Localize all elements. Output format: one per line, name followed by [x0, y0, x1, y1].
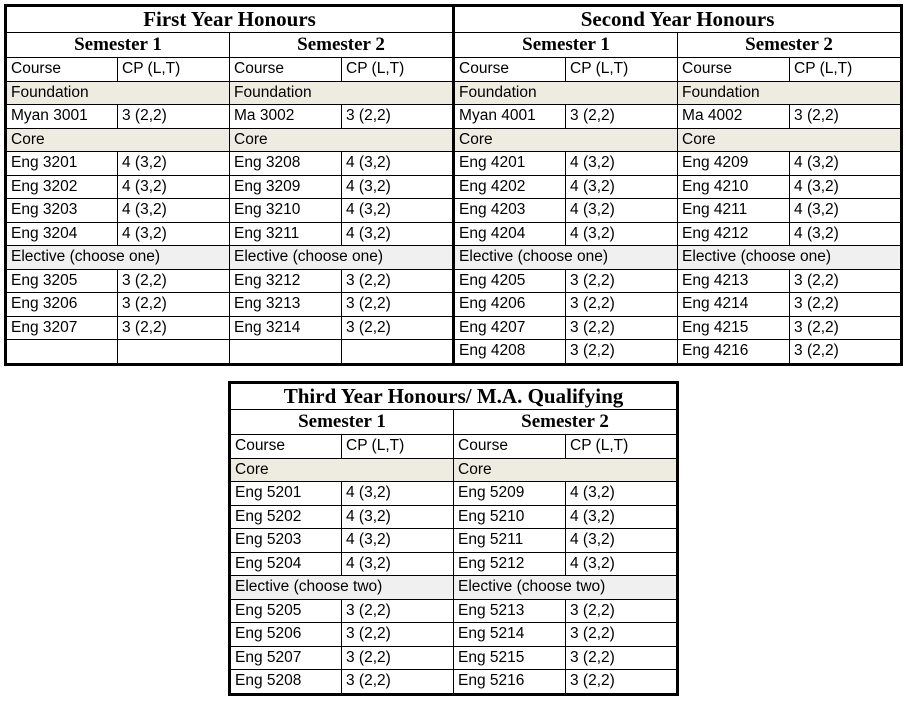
course-cp: 3 (2,2)	[566, 293, 678, 317]
course-code: Eng 5202	[230, 505, 342, 529]
course-code: Eng 4206	[454, 293, 566, 317]
course-cp: 4 (3,2)	[342, 552, 454, 576]
course-code: Eng 3203	[6, 199, 118, 223]
year3-title: Third Year Honours/ M.A. Qualifying	[230, 383, 678, 410]
course-cp: 3 (2,2)	[342, 623, 454, 647]
table-row	[230, 670, 678, 695]
course-code: Eng 5206	[230, 623, 342, 647]
year1-title: First Year Honours	[6, 6, 454, 33]
section-foundation: Foundation	[678, 81, 902, 105]
table-row	[230, 529, 678, 553]
course-code: Eng 5210	[454, 505, 566, 529]
course-code: Eng 3202	[6, 175, 118, 199]
col-header-cp: CP (L,T)	[118, 58, 230, 82]
course-code	[230, 340, 342, 365]
course-code: Eng 5214	[454, 623, 566, 647]
course-cp: 4 (3,2)	[342, 529, 454, 553]
course-cp: 3 (2,2)	[566, 623, 678, 647]
course-code: Eng 4208	[454, 340, 566, 365]
course-code: Eng 5215	[454, 646, 566, 670]
course-code: Eng 3214	[230, 316, 342, 340]
course-cp: 4 (3,2)	[342, 482, 454, 506]
course-code: Eng 4203	[454, 199, 566, 223]
table-row	[230, 482, 678, 506]
col-header-cp: CP (L,T)	[566, 435, 678, 459]
course-cp: 4 (3,2)	[118, 222, 230, 246]
col-header-cp: CP (L,T)	[342, 435, 454, 459]
course-code: Eng 5204	[230, 552, 342, 576]
course-code: Eng 3201	[6, 152, 118, 176]
year3-sem2-label: Semester 2	[454, 410, 678, 435]
section-elective: Elective (choose two)	[230, 576, 454, 600]
course-code: Eng 5209	[454, 482, 566, 506]
course-cp: 3 (2,2)	[118, 105, 230, 129]
col-header-course: Course	[230, 58, 342, 82]
course-cp: 4 (3,2)	[118, 199, 230, 223]
course-code: Eng 4212	[678, 222, 790, 246]
course-code: Ma 4002	[678, 105, 790, 129]
table-row	[6, 340, 902, 365]
year2-sem1-label: Semester 1	[454, 33, 678, 58]
section-foundation: Foundation	[6, 81, 230, 105]
course-cp: 3 (2,2)	[342, 599, 454, 623]
course-code: Eng 4211	[678, 199, 790, 223]
course-code: Eng 5208	[230, 670, 342, 695]
course-code: Eng 4210	[678, 175, 790, 199]
course-cp: 3 (2,2)	[566, 646, 678, 670]
section-core: Core	[454, 128, 678, 152]
course-code: Eng 3210	[230, 199, 342, 223]
course-code	[6, 340, 118, 365]
course-code: Eng 5205	[230, 599, 342, 623]
course-code: Eng 5212	[454, 552, 566, 576]
course-code: Eng 4205	[454, 269, 566, 293]
course-code: Eng 3212	[230, 269, 342, 293]
course-cp: 4 (3,2)	[566, 152, 678, 176]
course-cp: 4 (3,2)	[342, 152, 454, 176]
year2-title: Second Year Honours	[454, 6, 902, 33]
course-code: Eng 3211	[230, 222, 342, 246]
course-code: Myan 4001	[454, 105, 566, 129]
course-cp: 3 (2,2)	[566, 670, 678, 695]
course-cp: 4 (3,2)	[790, 175, 902, 199]
course-code: Eng 5203	[230, 529, 342, 553]
course-code: Eng 3208	[230, 152, 342, 176]
course-code: Eng 5201	[230, 482, 342, 506]
table-row	[6, 175, 902, 199]
table-row	[6, 152, 902, 176]
col-header-course: Course	[454, 435, 566, 459]
course-cp: 4 (3,2)	[790, 199, 902, 223]
section-core: Core	[230, 458, 454, 482]
course-code: Eng 3213	[230, 293, 342, 317]
course-cp: 4 (3,2)	[118, 175, 230, 199]
course-cp: 3 (2,2)	[342, 646, 454, 670]
section-elective: Elective (choose one)	[678, 246, 902, 270]
course-code: Eng 3204	[6, 222, 118, 246]
year3-sem1-label: Semester 1	[230, 410, 454, 435]
course-code: Eng 4213	[678, 269, 790, 293]
course-cp: 4 (3,2)	[566, 222, 678, 246]
col-header-course: Course	[678, 58, 790, 82]
course-code: Eng 4216	[678, 340, 790, 365]
col-header-cp: CP (L,T)	[790, 58, 902, 82]
course-cp: 4 (3,2)	[342, 199, 454, 223]
section-core: Core	[230, 128, 454, 152]
section-elective: Elective (choose one)	[6, 246, 230, 270]
course-code: Eng 3205	[6, 269, 118, 293]
course-code: Myan 3001	[6, 105, 118, 129]
course-code: Eng 3207	[6, 316, 118, 340]
table-row	[6, 316, 902, 340]
table-row	[230, 623, 678, 647]
table-row	[230, 646, 678, 670]
course-cp: 3 (2,2)	[118, 316, 230, 340]
course-code: Eng 4202	[454, 175, 566, 199]
course-code: Ma 3002	[230, 105, 342, 129]
course-cp: 3 (2,2)	[342, 105, 454, 129]
year2-sem2-label: Semester 2	[678, 33, 902, 58]
table-row	[6, 269, 902, 293]
course-cp: 3 (2,2)	[118, 269, 230, 293]
course-cp	[342, 340, 454, 365]
course-cp: 4 (3,2)	[342, 505, 454, 529]
course-code: Eng 4215	[678, 316, 790, 340]
col-header-course: Course	[454, 58, 566, 82]
col-header-course: Course	[230, 435, 342, 459]
course-cp: 4 (3,2)	[566, 552, 678, 576]
course-cp: 3 (2,2)	[790, 340, 902, 365]
course-code: Eng 5216	[454, 670, 566, 695]
year1-sem1-label: Semester 1	[6, 33, 230, 58]
course-cp: 4 (3,2)	[566, 175, 678, 199]
course-code: Eng 4209	[678, 152, 790, 176]
table-row	[230, 505, 678, 529]
col-header-course: Course	[6, 58, 118, 82]
course-code: Eng 4204	[454, 222, 566, 246]
course-cp: 3 (2,2)	[566, 316, 678, 340]
course-cp: 3 (2,2)	[566, 340, 678, 365]
course-cp: 3 (2,2)	[790, 269, 902, 293]
table-row	[6, 293, 902, 317]
course-cp: 3 (2,2)	[342, 293, 454, 317]
table-row	[6, 222, 902, 246]
section-elective: Elective (choose one)	[230, 246, 454, 270]
course-cp: 4 (3,2)	[342, 175, 454, 199]
course-cp: 3 (2,2)	[342, 316, 454, 340]
section-core: Core	[454, 458, 678, 482]
course-cp: 4 (3,2)	[118, 152, 230, 176]
course-cp: 3 (2,2)	[790, 316, 902, 340]
table-row	[6, 199, 902, 223]
section-elective: Elective (choose two)	[454, 576, 678, 600]
course-cp: 4 (3,2)	[566, 529, 678, 553]
section-foundation: Foundation	[454, 81, 678, 105]
honours-table-year-3	[228, 381, 679, 696]
honours-table-years-1-2	[4, 4, 903, 366]
course-cp: 3 (2,2)	[118, 293, 230, 317]
course-cp: 3 (2,2)	[566, 105, 678, 129]
year1-sem2-label: Semester 2	[230, 33, 454, 58]
course-cp: 4 (3,2)	[566, 199, 678, 223]
section-core: Core	[678, 128, 902, 152]
course-code: Eng 3209	[230, 175, 342, 199]
course-code: Eng 5213	[454, 599, 566, 623]
course-cp	[118, 340, 230, 365]
course-code: Eng 4201	[454, 152, 566, 176]
course-code: Eng 5207	[230, 646, 342, 670]
course-code: Eng 5211	[454, 529, 566, 553]
section-elective: Elective (choose one)	[454, 246, 678, 270]
course-cp: 3 (2,2)	[566, 599, 678, 623]
table-row	[230, 599, 678, 623]
course-cp: 3 (2,2)	[790, 105, 902, 129]
course-cp: 3 (2,2)	[566, 269, 678, 293]
col-header-cp: CP (L,T)	[342, 58, 454, 82]
course-code: Eng 4214	[678, 293, 790, 317]
table-row	[230, 552, 678, 576]
col-header-cp: CP (L,T)	[566, 58, 678, 82]
course-cp: 4 (3,2)	[566, 482, 678, 506]
section-foundation: Foundation	[230, 81, 454, 105]
course-cp: 3 (2,2)	[342, 269, 454, 293]
course-cp: 3 (2,2)	[790, 293, 902, 317]
course-cp: 4 (3,2)	[566, 505, 678, 529]
course-cp: 4 (3,2)	[790, 152, 902, 176]
course-cp: 4 (3,2)	[342, 222, 454, 246]
course-cp: 4 (3,2)	[790, 222, 902, 246]
course-code: Eng 4207	[454, 316, 566, 340]
course-cp: 3 (2,2)	[342, 670, 454, 695]
section-core: Core	[6, 128, 230, 152]
course-code: Eng 3206	[6, 293, 118, 317]
